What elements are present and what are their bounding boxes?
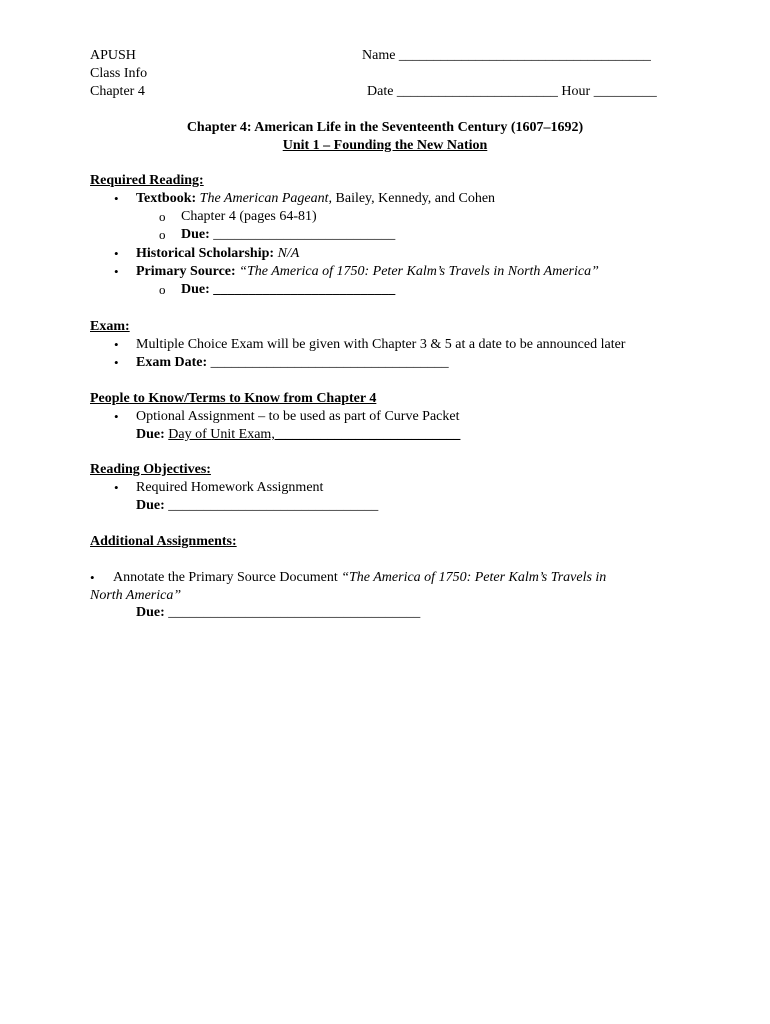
due-label: Due:	[181, 227, 210, 242]
due-label: Due:	[136, 498, 165, 513]
sub-bullet-icon: o	[159, 227, 166, 242]
annotate-title-line1: “The America of 1750: Peter Kalm’s Travels in	[341, 570, 607, 585]
course-label: APUSH	[90, 48, 136, 63]
date-hour-field-line: Date _______________________ Hour _________	[367, 84, 657, 99]
due-blank: __________________________	[213, 282, 396, 297]
annotate-title-line2: North America”	[90, 588, 182, 603]
due-blank: ______________________________	[164, 498, 379, 513]
homework-item: Required Homework Assignment	[136, 480, 324, 495]
due-blank: ____________________________________	[164, 605, 421, 620]
chapter-label: Chapter 4	[90, 84, 145, 99]
bullet-icon: •	[90, 570, 95, 585]
due-label: Due:	[136, 427, 165, 442]
textbook-title: The American Pageant,	[199, 191, 333, 206]
scholarship-label: Historical Scholarship:	[136, 246, 275, 261]
bullet-icon: •	[114, 355, 119, 370]
additional-heading: Additional Assignments:	[90, 534, 237, 549]
objectives-heading: Reading Objectives:	[90, 462, 211, 477]
people-heading: People to Know/Terms to Know from Chapter 4	[90, 391, 377, 406]
due-value: Day of Unit Exam, __________________________	[168, 427, 461, 442]
reading-due-item	[181, 226, 395, 244]
exam-date-item	[136, 354, 449, 372]
primary-source-value: “The America of 1750: Peter Kalm’s Travels in North America”	[239, 264, 599, 279]
primary-source-item	[136, 263, 599, 281]
due-label: Due:	[181, 282, 210, 297]
exam-heading: Exam:	[90, 319, 130, 334]
chapter-pages-item: Chapter 4 (pages 64-81)	[181, 209, 317, 224]
bullet-icon: •	[114, 337, 119, 352]
required-reading-heading: Required Reading:	[90, 173, 204, 188]
annotate-prefix: Annotate the Primary Source Document	[113, 570, 342, 585]
textbook-item	[136, 190, 495, 208]
bullet-icon: •	[114, 246, 119, 261]
bullet-icon: •	[114, 480, 119, 495]
annotate-item	[113, 569, 606, 587]
document-title: Chapter 4: American Life in the Seventeenth Century (1607–1692)	[186, 120, 584, 135]
unit-title: Unit 1 – Founding the New Nation	[282, 138, 488, 153]
due-blank: __________________________	[213, 227, 396, 242]
additional-due-item	[136, 604, 420, 622]
exam-date-label: Exam Date:	[136, 355, 208, 370]
due-label: Due:	[136, 605, 165, 620]
name-field-line: Name ____________________________________	[362, 48, 651, 63]
textbook-authors: Bailey, Kennedy, and Cohen	[332, 191, 496, 206]
primary-source-label: Primary Source:	[136, 264, 236, 279]
exam-date-blank: __________________________________	[207, 355, 449, 370]
scholarship-value: N/A	[277, 246, 300, 261]
textbook-label: Textbook:	[136, 191, 197, 206]
scholarship-item	[136, 245, 299, 263]
bullet-icon: •	[114, 264, 119, 279]
sub-bullet-icon: o	[159, 282, 166, 297]
bullet-icon: •	[114, 409, 119, 424]
objectives-due-item	[136, 497, 378, 515]
optional-assignment-item: Optional Assignment – to be used as part of Curve Packet	[136, 409, 460, 424]
primary-due-item	[181, 281, 395, 299]
sub-bullet-icon: o	[159, 209, 166, 224]
people-due-item	[136, 426, 460, 444]
exam-item: Multiple Choice Exam will be given with Chapter 3 & 5 at a date to be announced later	[136, 337, 626, 352]
bullet-icon: •	[114, 191, 119, 206]
class-info-label: Class Info	[90, 66, 148, 81]
